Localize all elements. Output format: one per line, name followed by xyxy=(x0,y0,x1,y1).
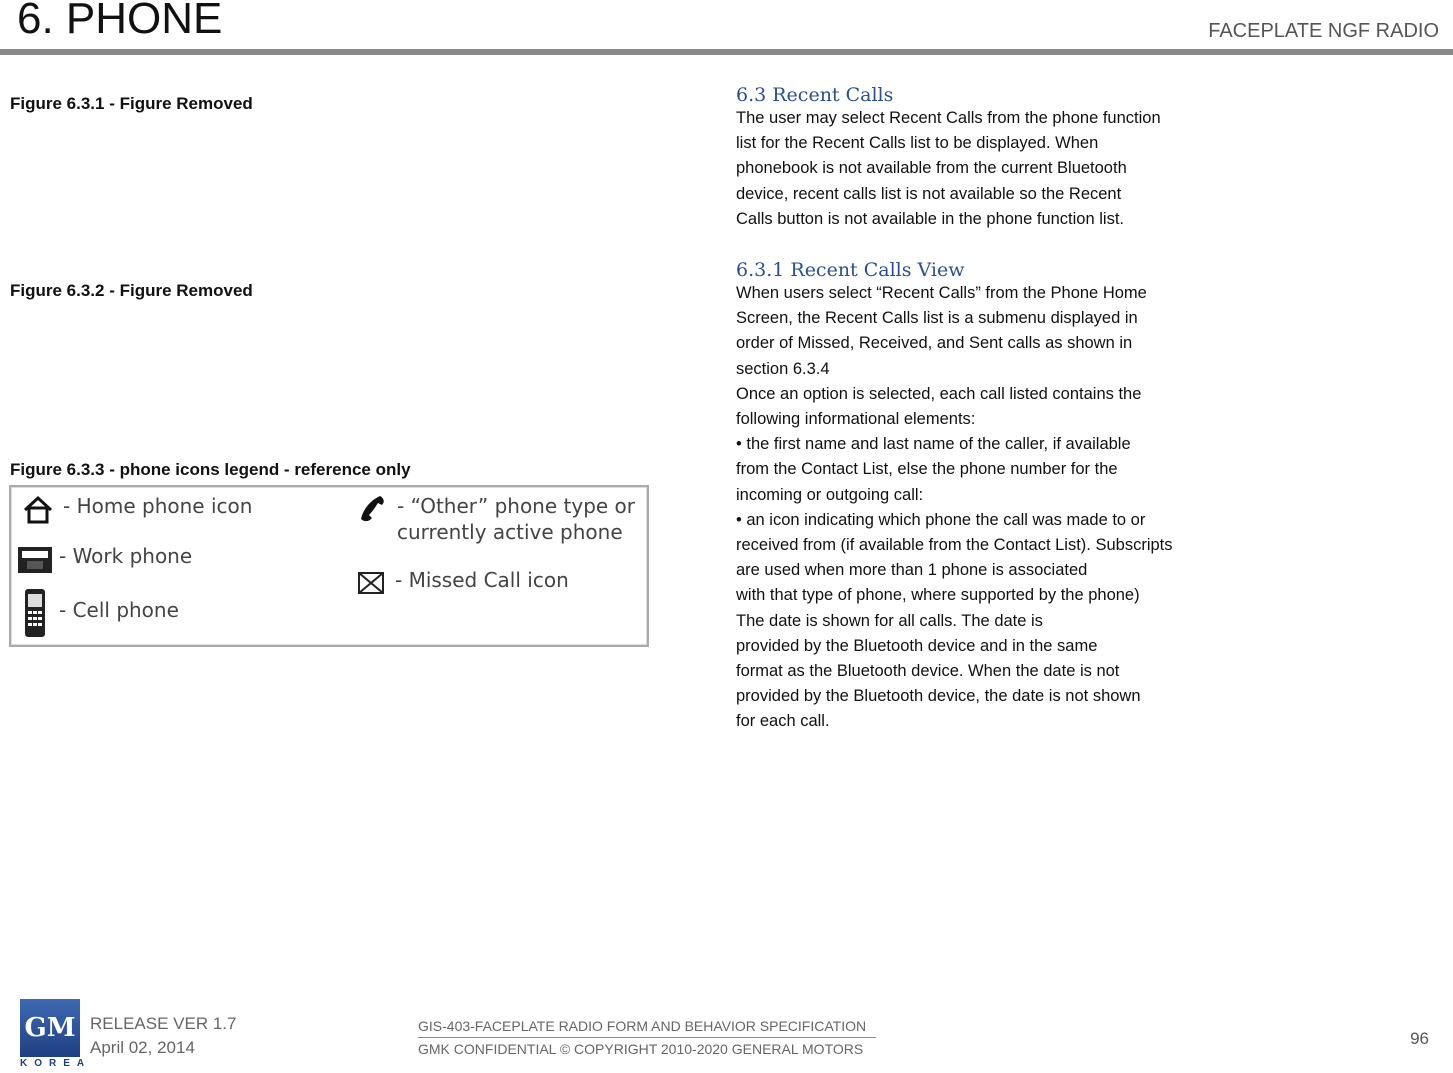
section-6-3-heading: 6.3 Recent Calls xyxy=(736,84,894,106)
legend-home-label: - Home phone icon xyxy=(63,494,253,518)
section-6-3-line: The user may select Recent Calls from the phone function xyxy=(736,109,1161,127)
section-6-3-line: Calls button is not available in the phone function list. xyxy=(736,209,1124,228)
section-6-3-1-line: for each call. xyxy=(736,712,830,731)
legend-cell-label: - Cell phone xyxy=(59,598,179,622)
section-6-3-1-line: order of Missed, Received, and Sent calls as shown in xyxy=(736,334,1133,353)
section-6-3-1-line: When users select “Recent Calls” from the Phone Home xyxy=(736,284,1147,302)
figure-6-3-1-caption: Figure 6.3.1 - Figure Removed xyxy=(10,94,253,113)
release-info xyxy=(90,1012,236,1060)
legend-other-label-line1: - “Other” phone type or xyxy=(397,494,636,518)
section-6-3-1-line: provided by the Bluetooth device, the date is not shown xyxy=(736,687,1141,706)
section-6-3-line: list for the Recent Calls list to be displayed. When xyxy=(736,134,1099,153)
section-6-3-1-line: with that type of phone, where supported by the phone) xyxy=(736,586,1140,605)
section-6-3-1-line: from the Contact List, else the phone number for the xyxy=(736,460,1118,479)
section-6-3-1-line: Once an option is selected, each call listed contains the xyxy=(736,384,1142,403)
gm-logo-subtitle: KOREA xyxy=(20,1058,92,1069)
footer-spec xyxy=(418,1015,876,1060)
section-6-3-1-line: • the first name and last name of the caller, if available xyxy=(736,435,1131,454)
section-6-3-1-line: received from (if available from the Contact List). Subscripts xyxy=(736,536,1173,555)
figure-6-3-3-caption: Figure 6.3.3 - phone icons legend - reference only xyxy=(10,460,411,479)
section-6-3-body xyxy=(736,106,1256,232)
section-6-3-1-heading: 6.3.1 Recent Calls View xyxy=(736,259,965,281)
legend-work xyxy=(15,543,192,577)
legend-missed xyxy=(357,567,569,597)
figure-6-3-2-caption: Figure 6.3.2 - Figure Removed xyxy=(10,281,253,300)
chapter-title: 6. PHONE xyxy=(17,0,223,43)
cell-phone-icon xyxy=(23,587,47,639)
legend-home xyxy=(21,493,252,527)
legend-other-label-line2: currently active phone xyxy=(397,520,623,544)
section-6-3-1-line: section 6.3.4 xyxy=(736,359,830,378)
release-date: April 02, 2014 xyxy=(90,1038,195,1057)
section-6-3-1-body xyxy=(736,281,1256,735)
missed-call-icon xyxy=(357,569,385,597)
section-6-3-line: phonebook is not available from the current Bluetooth xyxy=(736,159,1127,178)
legend-work-label: - Work phone xyxy=(59,544,193,568)
section-6-3-1-line: incoming or outgoing call: xyxy=(736,485,924,504)
home-icon xyxy=(21,493,55,527)
legend-other-label xyxy=(397,493,635,545)
page-number: 96 xyxy=(1410,1029,1429,1048)
section-6-3-1-line: following informational elements: xyxy=(736,410,976,429)
spec-name: GIS-403-FACEPLATE RADIO FORM AND BEHAVIOR SPECIFICATION xyxy=(418,1015,876,1038)
section-6-3-1-line: Screen, the Recent Calls list is a submenu displayed in xyxy=(736,309,1138,328)
gm-logo: GM xyxy=(20,999,80,1057)
section-6-3-1-line: • an icon indicating which phone the call was made to or xyxy=(736,510,1146,529)
release-version: RELEASE VER 1.7 xyxy=(90,1014,237,1033)
phone-icons-legend xyxy=(9,485,649,647)
section-6-3-line: device, recent calls list is not available so the Recent xyxy=(736,184,1122,203)
legend-missed-label: - Missed Call icon xyxy=(395,568,569,592)
legend-cell xyxy=(23,587,179,639)
section-6-3-1-line: are used when more than 1 phone is associated xyxy=(736,561,1088,580)
section-6-3-1-line: The date is shown for all calls. The date is xyxy=(736,611,1043,630)
confidential-notice: GMK CONFIDENTIAL © COPYRIGHT 2010-2020 GENERAL MOTORS xyxy=(418,1041,864,1057)
section-6-3-1-line: format as the Bluetooth device. When the date is not xyxy=(736,662,1120,681)
legend-other xyxy=(355,493,635,545)
section-6-3-1-line: provided by the Bluetooth device and in the same xyxy=(736,636,1098,655)
work-phone-icon xyxy=(15,543,55,577)
header-rule xyxy=(0,49,1453,55)
handset-icon xyxy=(355,493,389,527)
document-title: FACEPLATE NGF RADIO xyxy=(1208,20,1439,42)
